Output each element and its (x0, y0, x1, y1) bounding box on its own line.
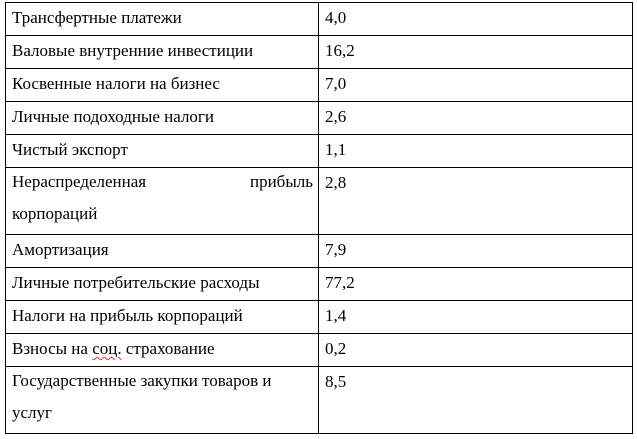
row-label (12, 365, 313, 429)
row-value: 1,4 (325, 306, 347, 325)
data-table (5, 2, 633, 434)
row-value-cell (319, 69, 633, 102)
row-label-cell (6, 301, 319, 334)
row-label-part-before: Взносы на (12, 339, 93, 358)
row-label: Косвенные налоги на бизнес (12, 74, 220, 93)
row-label-line-2: корпораций (12, 204, 98, 223)
row-value-cell (319, 36, 633, 69)
row-label-cell (6, 235, 319, 268)
row-label-cell (6, 135, 319, 168)
table-row (6, 168, 633, 235)
row-value: 1,1 (325, 140, 347, 159)
table-row (6, 235, 633, 268)
row-label (12, 338, 313, 358)
row-label-cell (6, 69, 319, 102)
row-value: 4,0 (325, 8, 347, 27)
row-value-cell (319, 235, 633, 268)
row-value-cell (319, 367, 633, 434)
row-label-cell (6, 36, 319, 69)
row-label-line-2: услуг (12, 403, 53, 422)
row-value-cell (319, 3, 633, 36)
row-label (12, 166, 313, 230)
row-label: Личные потребительские расходы (12, 273, 260, 292)
table-row (6, 268, 633, 301)
row-label-part-after: страхование (121, 339, 215, 358)
table-row (6, 367, 633, 434)
table-row (6, 36, 633, 69)
row-label: Налоги на прибыль корпораций (12, 306, 243, 325)
row-label-cell (6, 367, 319, 434)
row-label-cell (6, 334, 319, 367)
row-value: 77,2 (325, 273, 355, 292)
row-label: Трансфертные платежи (12, 8, 182, 27)
row-label-cell (6, 102, 319, 135)
row-value-cell (319, 102, 633, 135)
row-value: 16,2 (325, 41, 355, 60)
row-label-cell (6, 268, 319, 301)
row-label: Амортизация (12, 240, 109, 259)
table-row (6, 135, 633, 168)
row-value-cell (319, 168, 633, 235)
row-label-cell (6, 3, 319, 36)
row-value: 8,5 (325, 372, 347, 391)
row-label: Личные подоходные налоги (12, 107, 214, 126)
row-value: 0,2 (325, 339, 347, 358)
table-row (6, 301, 633, 334)
row-value-cell (319, 268, 633, 301)
row-label-word-left: Нераспределенная (12, 172, 147, 191)
row-value: 2,8 (325, 173, 347, 192)
table-row (6, 69, 633, 102)
spellcheck-marked-word[interactable]: соц. (92, 339, 122, 358)
row-label: Чистый экспорт (12, 140, 128, 159)
row-label-cell (6, 168, 319, 235)
row-value: 7,9 (325, 240, 347, 259)
row-value-cell (319, 135, 633, 168)
row-value: 2,6 (325, 107, 347, 126)
row-value-cell (319, 334, 633, 367)
row-label-line-1 (12, 166, 313, 198)
table-row (6, 3, 633, 36)
row-value-cell (319, 301, 633, 334)
row-label-word-right: прибыль (249, 172, 313, 191)
row-label: Валовые внутренние инвестиции (12, 41, 254, 60)
table-row (6, 334, 633, 367)
data-table-container (5, 2, 632, 434)
table-row (6, 102, 633, 135)
row-value: 7,0 (325, 74, 347, 93)
row-label-line-1: Государственные закупки товаров и (12, 371, 272, 390)
